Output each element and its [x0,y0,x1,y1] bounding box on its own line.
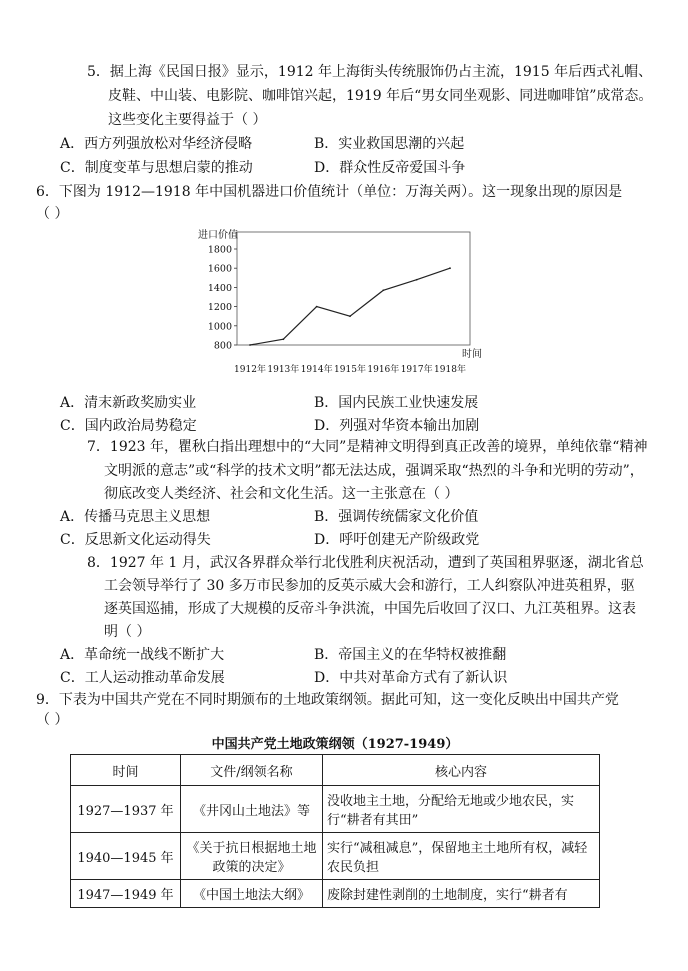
q6-stem-line2: （ ） [36,206,69,222]
q5-option-c: C．制度变革与思想启蒙的推动 [60,160,253,176]
q5-option-d: D．群众性反帝爱国斗争 [314,160,466,176]
q8-option-c: C．工人运动推动革命发展 [60,670,225,686]
table-header-cell: 时间 [71,755,181,786]
land-policy-table [70,754,600,908]
q6-option-d: D．列强对华资本输出加剧 [314,418,480,434]
table-header-row [71,755,600,786]
q8-stem-line4: 明（ ） [104,624,151,640]
q7-option-c: C．反思新文化运动得失 [60,532,211,548]
x-tick-label: 1917年 [400,365,433,375]
data-point [382,289,384,291]
y-tick-label: 1400 [207,282,232,294]
q9-stem-line2: （ ） [36,712,69,728]
q5-option-b: B．实业救国思潮的兴起 [314,136,465,152]
table-header-cell: 核心内容 [323,755,600,786]
x-tick-label: 1914年 [300,365,333,375]
q6-option-b: B．国内民族工业快速发展 [314,395,479,411]
data-point [249,344,251,346]
table-row [71,786,600,833]
table-header-cell: 文件/纲领名称 [181,755,323,786]
x-tick-label: 1912年 [234,365,266,375]
y-tick-label: 1000 [207,321,232,333]
q7-option-b: B．强调传统儒家文化价值 [314,509,479,525]
q9-stem-line1: 9．下表为中国共产党在不同时期颁布的土地政策纲领。据此可知，这一变化反映出中国共产党 [36,692,619,708]
table-cell: 没收地主土地，分配给无地或少地农民，实行“耕者有其田” [323,786,600,833]
q5-stem-line1: 5．据上海《民国日报》显示，1912 年上海街头传统服饰仍占主流，1915 年后西式礼帽、 [87,64,653,80]
q8-option-b: B．帝国主义的在华特权被推翻 [314,647,507,663]
y-tick-label: 1800 [207,244,232,256]
q8-option-d: D．中共对革命方式有了新认识 [314,670,508,686]
table-cell: 废除封建性剥削的土地制度，实行“耕者有 [323,880,600,908]
series-line [250,268,450,345]
data-point [416,279,418,281]
data-point [449,267,451,269]
x-tick-label: 1915年 [334,365,366,375]
data-point [349,315,351,317]
table-row [71,833,600,880]
land-policy-table-title: 中国共产党土地政策纲领（1927-1949） [211,737,459,752]
q7-stem-line2: 文明派的意志”或“科学的技术文明”都无法达成，强调采取“热烈的斗争和光明的劳动”， [104,463,644,479]
q6-option-c: C．国内政治局势稳定 [60,418,197,434]
table-cell: 1927—1937 年 [71,786,181,833]
q8-option-a: A．革命统一战线不断扩大 [60,647,225,663]
machinery-import-chart [190,226,490,378]
q7-option-d: D．呼吁创建无产阶级政党 [314,532,480,548]
data-point [316,306,318,308]
data-point [282,338,284,340]
chart-frame [237,232,470,345]
y-tick-label: 1200 [207,302,232,314]
q7-stem-line1: 7．1923 年，瞿秋白指出理想中的“大同”是精神文明得到真正改善的境界，单纯依靠“精神 [87,439,648,455]
table-row [71,880,600,908]
q5-stem-line2: 皮鞋、中山装、电影院、咖啡馆兴起，1919 年后“男女同坐观影、同进咖啡馆”成常态。 [108,88,653,104]
q5-option-a: A．西方列强放松对华经济侵略 [60,136,253,152]
y-axis-label: 进口价值 [198,230,238,241]
x-tick-label: 1916年 [367,365,400,375]
y-tick-label: 1600 [207,263,232,275]
q8-stem-line1: 8．1927 年 1 月，武汉各界群众举行北伐胜利庆祝活动，遭到了英国租界驱逐，湖北省总 [87,555,644,571]
x-tick-label: 1913年 [267,365,300,375]
q7-option-a: A．传播马克思主义思想 [60,509,211,525]
q7-stem-line3: 彻底改变人类经济、社会和文化生活。这一主张意在（ ） [104,486,459,502]
table-cell: 1947—1949 年 [71,880,181,908]
table-cell: 《关于抗日根据地土地政策的决定》 [181,833,323,880]
q8-stem-line3: 逐英国巡捕，形成了大规模的反帝斗争洪流，中国先后收回了汉口、九江英租界。这表 [104,601,636,617]
x-axis-label: 时间 [462,349,482,360]
x-tick-label: 1918年 [434,365,466,375]
q6-option-a: A．清末新政奖励实业 [60,395,197,411]
q6-stem-line1: 6．下图为 1912—1918 年中国机器进口价值统计（单位：万海关两）。这一现象出现的原因是 [36,184,623,200]
table-cell: 实行“减租减息”，保留地主土地所有权，减轻农民负担 [323,833,600,880]
q5-stem-line3: 这些变化主要得益于（ ） [108,112,267,128]
q8-stem-line2: 工会领导举行了 30 多万市民参加的反英示威大会和游行，工人纠察队冲进英租界，驱 [104,578,635,594]
table-cell: 《井冈山土地法》等 [181,786,323,833]
table-cell: 1940—1945 年 [71,833,181,880]
y-tick-label: 800 [213,340,232,352]
table-cell: 《中国土地法大纲》 [181,880,323,908]
